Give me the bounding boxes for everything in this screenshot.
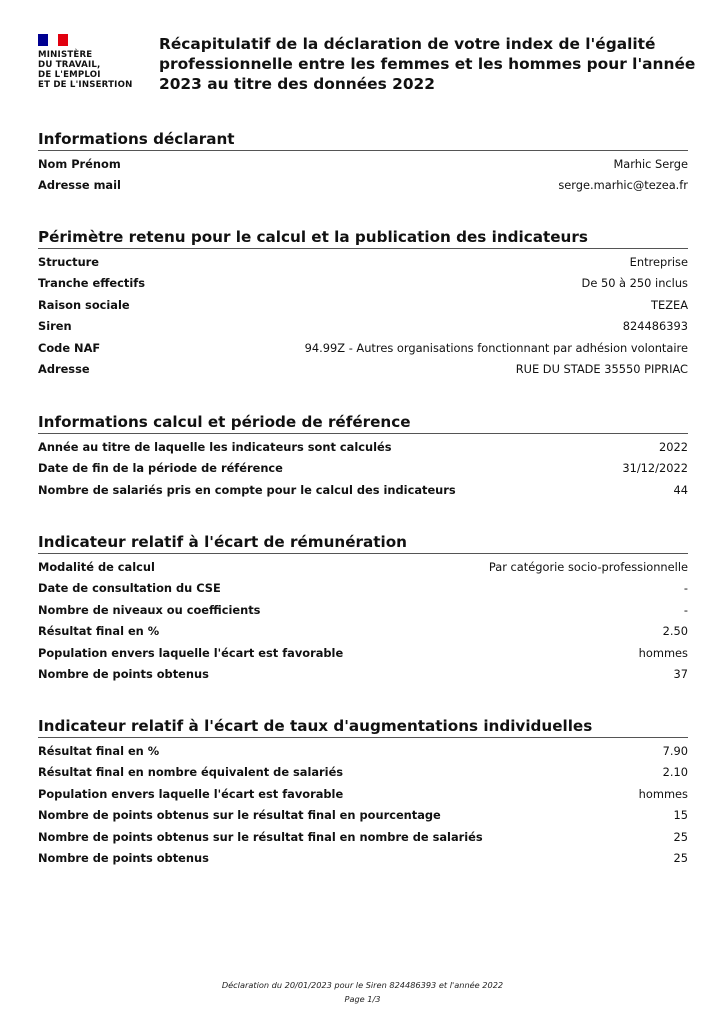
row-value: 824486393 bbox=[622, 319, 688, 334]
info-row bbox=[38, 480, 688, 501]
row-value: 15 bbox=[673, 808, 688, 823]
info-row bbox=[38, 741, 688, 762]
row-label: Siren bbox=[38, 319, 72, 334]
row-label: Date de consultation du CSE bbox=[38, 581, 221, 596]
row-label: Tranche effectifs bbox=[38, 276, 145, 291]
row-value: RUE DU STADE 35550 PIPRIAC bbox=[515, 361, 688, 376]
footer-declaration-text: Déclaration du 20/01/2023 pour le Siren 824486393 et l'année 2022 bbox=[221, 980, 504, 990]
row-label: Raison sociale bbox=[38, 297, 130, 312]
section-title: Périmètre retenu pour le calcul et la publication des indicateurs bbox=[38, 228, 688, 249]
row-value: serge.marhic@tezea.fr bbox=[558, 178, 688, 193]
row-value: - bbox=[683, 602, 688, 617]
info-row bbox=[38, 621, 688, 642]
row-value: 7.90 bbox=[662, 744, 688, 758]
info-row bbox=[38, 848, 688, 869]
info-row bbox=[38, 316, 688, 337]
row-label: Résultat final en % bbox=[38, 624, 160, 639]
info-row bbox=[38, 458, 688, 479]
info-row bbox=[38, 643, 688, 664]
row-label: Nombre de points obtenus sur le résultat final en pourcentage bbox=[38, 808, 441, 823]
row-label: Adresse mail bbox=[38, 178, 121, 193]
row-value: 2.50 bbox=[662, 624, 688, 639]
info-row bbox=[38, 359, 688, 380]
row-value: hommes bbox=[638, 645, 688, 660]
info-row bbox=[38, 557, 688, 578]
info-row bbox=[38, 827, 688, 848]
row-label: Résultat final en % bbox=[38, 744, 160, 758]
info-row bbox=[38, 437, 688, 458]
row-value: 37 bbox=[673, 666, 688, 681]
info-row bbox=[38, 664, 688, 685]
info-row bbox=[38, 273, 688, 294]
info-row bbox=[38, 600, 688, 621]
info-row bbox=[38, 252, 688, 273]
row-value: 94.99Z - Autres organisations fonctionnant par adhésion volontaire bbox=[304, 340, 688, 355]
info-row bbox=[38, 762, 688, 783]
ministry-logo bbox=[38, 34, 148, 90]
info-row bbox=[38, 295, 688, 316]
row-label: Nom Prénom bbox=[38, 157, 121, 171]
section-title: Indicateur relatif à l'écart de taux d'augmentations individuelles bbox=[38, 717, 688, 738]
info-row bbox=[38, 154, 688, 175]
row-label: Modalité de calcul bbox=[38, 560, 155, 574]
page-footer bbox=[0, 978, 725, 1006]
row-label: Date de fin de la période de référence bbox=[38, 461, 283, 476]
row-value: 31/12/2022 bbox=[622, 461, 688, 476]
row-label: Population envers laquelle l'écart est favorable bbox=[38, 645, 344, 660]
row-label: Structure bbox=[38, 255, 100, 269]
row-label: Code NAF bbox=[38, 340, 101, 355]
row-value: 25 bbox=[673, 850, 688, 865]
french-flag-icon bbox=[38, 34, 68, 46]
row-value: 25 bbox=[673, 829, 688, 844]
row-value: TEZEA bbox=[651, 297, 688, 312]
section-title: Informations calcul et période de référence bbox=[38, 413, 688, 434]
section-augmentations bbox=[38, 717, 688, 869]
row-label: Nombre de points obtenus sur le résultat final en nombre de salariés bbox=[38, 829, 483, 844]
row-label: Population envers laquelle l'écart est favorable bbox=[38, 786, 344, 801]
row-value: Marhic Serge bbox=[613, 157, 688, 171]
section-perimetre bbox=[38, 228, 688, 380]
document-title: Récapitulatif de la déclaration de votre index de l'égalité professionnelle entre les femmes et les hommes pour l'année 2023 au titre des données 2022 bbox=[159, 35, 696, 93]
info-row bbox=[38, 338, 688, 359]
info-row bbox=[38, 784, 688, 805]
row-label: Nombre de salariés pris en compte pour le calcul des indicateurs bbox=[38, 482, 456, 497]
row-value: 2.10 bbox=[662, 765, 688, 780]
row-value: hommes bbox=[638, 786, 688, 801]
section-title: Informations déclarant bbox=[38, 130, 688, 151]
row-label: Nombre de points obtenus bbox=[38, 666, 209, 681]
ministry-name: MINISTÈRE DU TRAVAIL, DE L'EMPLOI ET DE L'INSERTION bbox=[38, 50, 133, 90]
row-label: Nombre de niveaux ou coefficients bbox=[38, 602, 261, 617]
section-remuneration bbox=[38, 533, 688, 685]
row-label: Résultat final en nombre équivalent de salariés bbox=[38, 765, 344, 780]
section-declarant bbox=[38, 130, 688, 197]
section-title: Indicateur relatif à l'écart de rémunération bbox=[38, 533, 688, 554]
document-header bbox=[38, 34, 698, 104]
section-calcul bbox=[38, 413, 688, 501]
row-value: - bbox=[683, 581, 688, 596]
row-label: Adresse bbox=[38, 361, 90, 376]
row-label: Nombre de points obtenus bbox=[38, 850, 209, 865]
row-value: De 50 à 250 inclus bbox=[581, 276, 688, 291]
info-row bbox=[38, 805, 688, 826]
row-value: 44 bbox=[673, 482, 688, 497]
info-row bbox=[38, 175, 688, 196]
row-label: Année au titre de laquelle les indicateurs sont calculés bbox=[38, 440, 392, 454]
row-value: Entreprise bbox=[629, 255, 688, 269]
info-row bbox=[38, 578, 688, 599]
page-number: Page 1/3 bbox=[344, 994, 381, 1004]
row-value: Par catégorie socio-professionnelle bbox=[488, 560, 688, 574]
row-value: 2022 bbox=[659, 440, 688, 454]
